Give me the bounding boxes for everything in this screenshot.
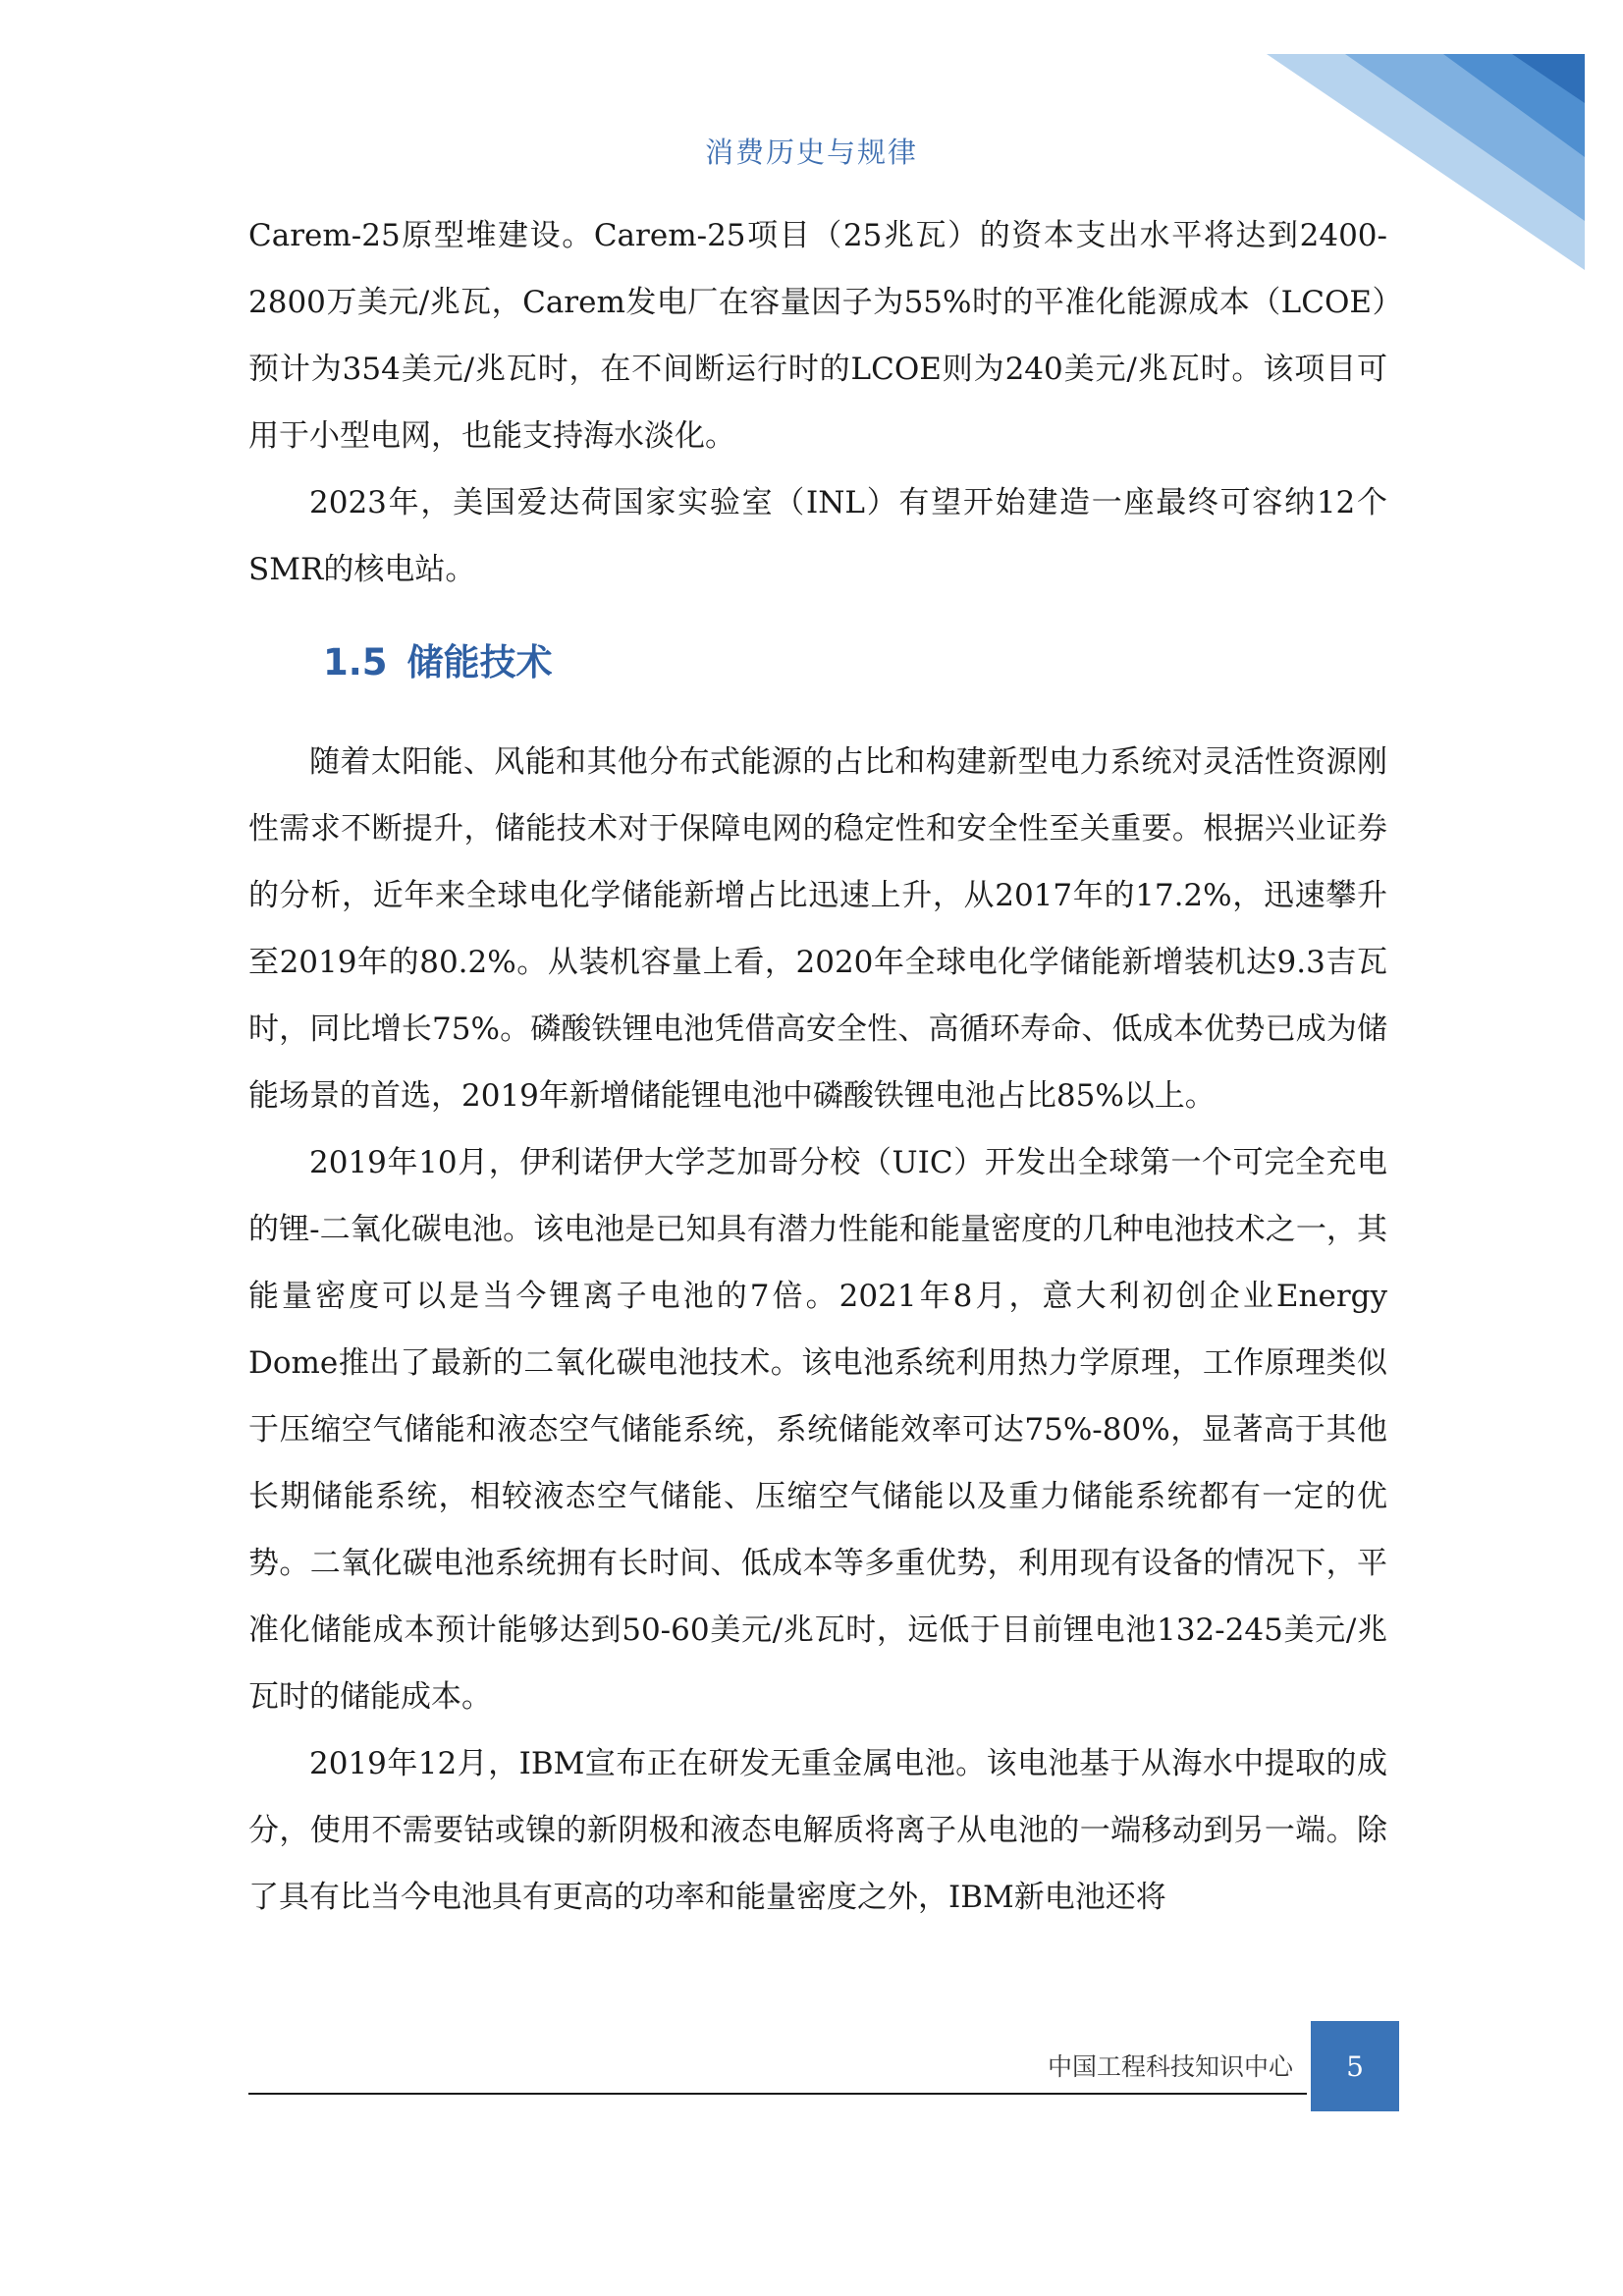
footer-divider [248,2093,1307,2095]
paragraph-inl: 2023年，美国爱达荷国家实验室（INL）有望开始建造一座最终可容纳12个SMR的核电站。 [248,485,1387,587]
page-number: 5 [1311,2021,1399,2111]
paragraph-storage-overview: 随着太阳能、风能和其他分布式能源的占比和构建新型电力系统对灵活性资源刚性需求不断提升，储能技术对于保障电网的稳定性和安全性至关重要。根据兴业证券的分析，近年来全球电化学储能新增占比迅速上升，从2017年的17.2%，迅速攀升至2019年的80.2%。从装机容量上看，2020年全球电化学储能新增装机达9.3吉瓦时，同比增长75%。磷酸铁锂电池凭借高安全性、高循环寿命、低成本优势已成为储能场景的首选，2019年新增储能锂电池中磷酸铁锂电池占比85%以上。 [248,744,1387,1114]
paragraph-carem: Carem-25原型堆建设。Carem-25项目（25兆瓦）的资本支出水平将达到2400-2800万美元/兆瓦，Carem发电厂在容量因子为55%时的平准化能源成本（LCOE）预计为354美元/兆瓦时，在不间断运行时的LCOE则为240美元/兆瓦时。该项目可用于小型电网，也能支持海水淡化。 [248,218,1387,454]
section-title: 储能技术 [406,641,553,683]
page-content [248,202,1387,1931]
section-heading [323,621,1387,705]
paragraph-co2-battery: 2019年10月，伊利诺伊大学芝加哥分校（UIC）开发出全球第一个可完全充电的锂-二氧化碳电池。该电池是已知具有潜力性能和能量密度的几种电池技术之一，其能量密度可以是当今锂离子电池的7倍。2021年8月，意大利初创企业Energy Dome推出了最新的二氧化碳电池技术。该电池系统利用热力学原理，工作原理类似于压缩空气储能和液态空气储能系统，系统储能效率可达75%-80%，显著高于其他长期储能系统，相较液态空气储能、压缩空气储能以及重力储能系统都有一定的优势。二氧化碳电池系统拥有长时间、低成本等多重优势，利用现有设备的情况下，平准化储能成本预计能够达到50-60美元/兆瓦时，远低于目前锂电池132-245美元/兆瓦时的储能成本。 [248,1145,1387,1715]
footer-organization: 中国工程科技知识中心 [1047,2052,1293,2081]
section-number: 1.5 [323,641,388,683]
paragraph-ibm-battery: 2019年12月，IBM宣布正在研发无重金属电池。该电池基于从海水中提取的成分，使用不需要钴或镍的新阴极和液态电解质将离子从电池的一端移动到另一端。除了具有比当今电池具有更高的功率和能量密度之外，IBM新电池还将 [248,1746,1387,1915]
running-header: 消费历史与规律 [704,136,918,169]
